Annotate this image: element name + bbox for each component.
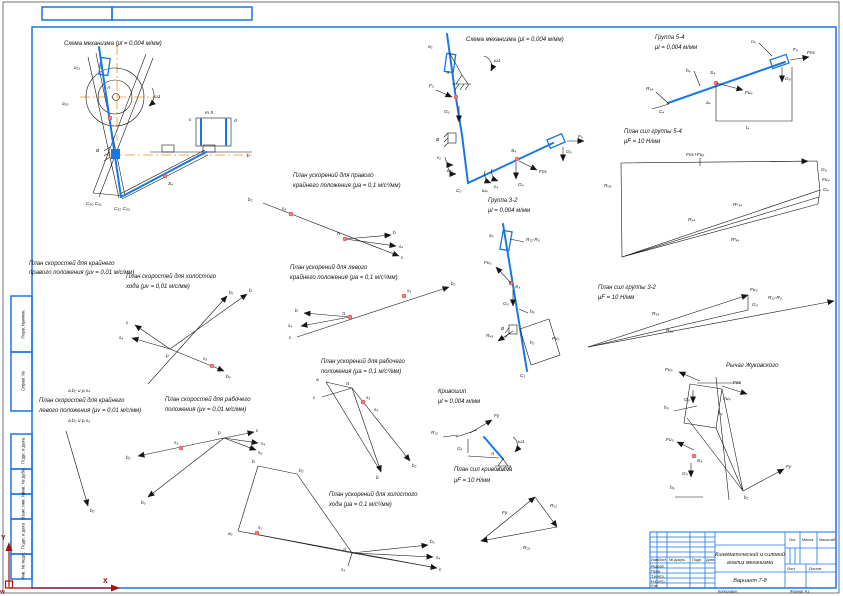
pt-label: Fпс: [807, 51, 815, 56]
tb-row: Утв.: [651, 584, 659, 588]
pt-label: A: [446, 71, 450, 76]
doc-variant: Вариант 7-8: [733, 578, 767, 584]
pt-label: B: [501, 327, 505, 332]
diagram-title: Схема механизма (μl = 0,004 м/мм): [466, 37, 564, 43]
stamp-cell-label: Инв. № подл.: [20, 552, 26, 580]
pt-label: R₀₅: [604, 184, 612, 189]
pt-label: c: [189, 118, 192, 123]
pt-label: G₅: [785, 77, 791, 82]
slider-block: [770, 54, 789, 68]
diagram-scale: μF = 10 Н/мм: [624, 139, 661, 145]
pt-label: R₂₁-R₀: [768, 296, 782, 301]
diagram-title: хода (μa = 0,1 м/с²/мм): [329, 502, 392, 508]
tb-scale: Масштаб: [819, 538, 836, 542]
pt-label: R₄₃: [486, 334, 494, 339]
pt-label: Fи₄: [723, 397, 731, 402]
tb-row: Т.контр.: [651, 574, 665, 579]
pt-label: s₃: [341, 568, 346, 573]
pt-label: C₅₂ C₅₃: [114, 207, 130, 212]
diagram-title: крайнего положения (μa = 0,1 м/с²/мм): [290, 275, 398, 281]
pt-label: C₅₀ C₅₁: [86, 202, 102, 207]
top-stamp-box-1: [42, 7, 112, 20]
acceleration-plan-left-extreme: [288, 264, 456, 341]
pt-label: b₂: [90, 509, 95, 514]
tb-col: Подп.: [692, 558, 703, 562]
diagram-title: Кривошип: [438, 389, 467, 395]
pt-label: Fи₃: [484, 261, 492, 266]
pt-label: c: [313, 396, 316, 401]
pt-label: S₃: [697, 459, 703, 464]
red-point: [692, 454, 696, 458]
tb-row: Разраб.: [651, 564, 665, 569]
ucs-icon: [0, 535, 120, 596]
pt-label: s₃: [174, 441, 179, 446]
diagram-title: План сил группы 3-2: [598, 285, 656, 291]
pt-label: s₂: [258, 526, 263, 531]
pt-label: B: [436, 138, 440, 143]
diagram-title: План сил кривошипа: [454, 467, 513, 473]
pt-label: c: [401, 256, 404, 261]
crank-scheme: [431, 389, 525, 471]
diagram-title: Группа 3-2: [488, 198, 518, 204]
pt-label: Fи₄: [822, 178, 830, 183]
pt-label: Rⁿ₃₄: [733, 203, 743, 208]
diagram-title: План сил группы 5-4: [624, 129, 682, 135]
pt-label: Fи₄: [745, 91, 753, 96]
pt-label: a₂: [428, 45, 433, 50]
pt-label: s₃: [407, 289, 412, 294]
diagram-title: Схема механизма (μl = 0,004 м/мм): [64, 41, 162, 47]
pt-label: ε₄: [494, 185, 499, 190]
pt-label: R₂₁: [431, 431, 438, 436]
red-point: [343, 237, 347, 241]
acceleration-plan-working: [313, 358, 417, 481]
pt-label: G₃: [444, 110, 450, 115]
tb-col: № докум.: [669, 558, 686, 562]
pt-label: Fи₅: [665, 368, 673, 373]
paper-border: [3, 2, 839, 593]
group-3-2: [484, 198, 560, 379]
pt-label: n₅: [751, 40, 756, 45]
pt-label: F₃: [429, 84, 434, 89]
pt-label: π: [342, 312, 346, 317]
mechanism-scheme-forces: [428, 34, 584, 194]
red-point: [255, 531, 259, 535]
pt-label: A: [107, 86, 111, 91]
tb-col: Изм.: [651, 558, 660, 562]
tb-mass: Масса: [802, 538, 814, 542]
pt-label: S₄: [511, 149, 517, 154]
pt-label: R₃₄: [646, 87, 654, 92]
drawing-frame: [32, 27, 836, 588]
pt-label: G₅: [821, 168, 827, 173]
ucs-w-label: W: [0, 590, 5, 596]
pt-label: a₂: [489, 234, 494, 239]
pt-label: b: [247, 154, 250, 159]
pt-label: h₅: [664, 406, 669, 411]
pt-label: s₃: [203, 357, 208, 362]
diagram-title: План скоростей для рабочего: [165, 397, 251, 403]
title-block: [650, 532, 836, 594]
sheet-frame: [3, 2, 839, 593]
pt-label: G₅: [566, 150, 572, 155]
pt-label: b: [393, 231, 396, 236]
pt-label: G₃: [682, 472, 688, 477]
pt-label: b₃: [141, 501, 146, 506]
pt-label: s₄: [374, 408, 379, 413]
stamp-cell-label: Подп. и дата: [20, 523, 26, 549]
note: a,b₂ и p,s₄: [68, 389, 91, 394]
pt-label: b₃: [430, 540, 435, 545]
diagram-title: План скоростей для холостого: [126, 274, 217, 280]
crank-force-plan: [453, 467, 557, 551]
pt-label: s₅: [258, 451, 263, 456]
tb-row: Н.контр.: [651, 579, 666, 584]
pt-label: S₄: [710, 71, 716, 76]
pt-label: S₃: [515, 285, 521, 290]
acceleration-plan-right-extreme: [248, 172, 404, 261]
pt-label: m 5: [205, 111, 213, 116]
pt-label: a₂₁: [74, 66, 81, 71]
force-plan-5-4: [604, 129, 830, 257]
pt-label: a: [316, 378, 319, 383]
red-point: [402, 294, 406, 298]
doc-title-line1: Кинематический и силовой: [715, 552, 785, 558]
red-point: [454, 95, 458, 99]
pt-label: s₄: [261, 442, 266, 447]
ucs-x-label: X: [103, 578, 108, 585]
pt-label: s₃: [366, 396, 371, 401]
pt-label: G₃: [752, 303, 758, 308]
diagram-title: План ускорений для правого: [293, 173, 374, 179]
pt-label: b₂: [299, 469, 304, 474]
left-stamp-column: [11, 296, 32, 580]
pt-label: ω1: [494, 59, 501, 64]
pt-label: π: [346, 382, 350, 387]
velocity-plan-idle: [119, 273, 252, 380]
pt-label: B: [96, 149, 100, 154]
diagram-scale: μl = 0,004 м/мм: [488, 208, 531, 214]
pt-label: h₄: [686, 69, 691, 74]
red-point: [210, 364, 214, 368]
red-point: [515, 157, 519, 161]
pt-label: R₂₁-R₀: [526, 238, 540, 243]
velocity-plan-right-extreme: [29, 260, 234, 394]
pt-label: b₂: [248, 198, 253, 203]
diagram-scale: μl = 0,004 м/мм: [655, 45, 698, 51]
pt-label: Fпс: [733, 381, 741, 386]
pt-label: a₂: [228, 532, 233, 537]
pt-label: h₄: [718, 412, 723, 417]
diagram-title: План ускорений для рабочего: [321, 359, 405, 365]
pt-label: G₄: [518, 183, 524, 188]
tb-copied: Копировал: [718, 589, 738, 594]
pt-label: s₃: [282, 207, 287, 212]
pt-label: ε₂: [437, 156, 441, 161]
stamp-cell-label: Взам. инв. №: [20, 492, 26, 520]
tb-sheet: Лист: [787, 567, 796, 571]
pt-label: π: [337, 232, 341, 237]
diagram-title: левого положения (μv = 0,01 м/с/мм): [39, 408, 142, 414]
mechanism-scheme-extremes: [62, 41, 252, 212]
red-point: [163, 174, 167, 178]
pt-label: b: [295, 309, 298, 314]
pt-label: ω1: [518, 440, 525, 445]
pt-label: A: [491, 452, 495, 457]
slider-block: [547, 134, 565, 149]
diagram-title: План скоростей для крайнего: [39, 398, 125, 404]
pt-label: C₁: [520, 374, 525, 379]
ucs-y-label: Y: [1, 535, 6, 542]
stamp-cell-label: Подп. и дата: [20, 438, 26, 464]
red-point: [179, 446, 183, 450]
diagram-title: План скоростей для крайнего: [29, 261, 115, 267]
pt-label: Fпс: [539, 170, 547, 175]
pt-label: b₃: [226, 375, 231, 380]
force-plan-3-2: [588, 285, 834, 347]
pt-label: C₄: [659, 110, 665, 115]
group-5-4: [646, 35, 816, 131]
pt-label: b₂: [126, 456, 131, 461]
pt-label: b₂: [451, 282, 456, 287]
doc-title-line2: анализ механизма: [726, 560, 774, 566]
pt-label: S₄: [168, 182, 174, 187]
tb-col: Лист: [658, 558, 667, 562]
pt-label: Fпс+Fи₅: [686, 153, 705, 158]
pt-label: c: [256, 429, 259, 434]
pt-label: t₄: [746, 126, 750, 131]
tb-lit: Лит.: [789, 538, 796, 542]
pt-label: h₂: [530, 341, 535, 346]
pt-label: R₂₁: [550, 504, 557, 509]
pt-label: F₅: [793, 48, 798, 53]
pt-label: d: [234, 119, 237, 124]
red-point: [361, 400, 365, 404]
pt-label: b₂: [412, 464, 417, 469]
pt-label: s₄: [436, 556, 441, 561]
tb-sheets: Листов: [809, 567, 822, 571]
diagram-title: План ускорений для холостого: [329, 492, 418, 498]
stamp-cell-label: Перв. примен.: [20, 309, 26, 339]
red-point: [108, 116, 112, 120]
zhukovsky-lever: [664, 363, 792, 501]
diagram-title: положения (μv = 0,01 м/с/мм): [165, 407, 247, 413]
red-point: [289, 212, 293, 216]
diagram-title: План ускорений для левого: [290, 265, 368, 271]
pt-label: b₂: [229, 291, 234, 296]
top-stamp-box-2: [112, 7, 252, 20]
pt-label: Fу: [502, 511, 508, 516]
pt-label: C₀: [456, 189, 462, 194]
slider-block: [99, 57, 110, 75]
pt-label: R₀₃: [666, 329, 674, 334]
diagram-title: положения (μa = 0,1 м/с²/мм): [321, 369, 402, 375]
diagram-title: Рычаг Жуковского: [726, 363, 779, 369]
diagram-scale: μF = 10 Н/мм: [598, 295, 635, 301]
pt-label: b: [252, 460, 255, 465]
pt-label: b: [376, 476, 379, 481]
pt-label: s₄: [288, 324, 293, 329]
pt-label: ω1: [154, 95, 161, 100]
pt-label: Fи₃: [666, 438, 674, 443]
pt-label: c: [289, 336, 292, 341]
pt-label: R₀₁: [523, 546, 530, 551]
pt-label: p: [166, 354, 169, 359]
stamp-cell-label: Справ. №: [20, 371, 26, 391]
pt-label: ω₂: [447, 169, 453, 174]
pivot-B: [448, 133, 456, 143]
pt-label: a₄: [706, 101, 711, 106]
tb-format: Формат A1: [790, 589, 810, 594]
pt-label: c: [439, 568, 442, 573]
pt-label: G₃: [503, 302, 509, 307]
pt-label: c: [126, 321, 129, 326]
pt-label: Fи₂: [552, 337, 560, 342]
pt-label: Fи₃: [750, 288, 758, 293]
velocity-plan-working: [126, 396, 265, 506]
pt-label: b: [249, 289, 252, 294]
pt-label: Fу: [494, 414, 500, 419]
pt-label: R₃₄: [688, 218, 696, 223]
pt-label: G₁: [457, 447, 463, 452]
pt-label: s₄: [399, 245, 404, 250]
pt-label: b₂: [744, 496, 749, 501]
pt-label: s₄: [119, 336, 124, 341]
diagram-title: хода (μv = 0,01 м/с/мм): [126, 284, 190, 290]
note: a,b₂ и p,s₄: [68, 419, 91, 424]
diagram-scale: μF = 10 Н/мм: [454, 478, 491, 484]
tb-row: Пров.: [651, 569, 662, 574]
pt-label: ω₄: [482, 189, 488, 194]
diagram-title: крайнего положения (μa = 0,1 м/с²/мм): [293, 183, 401, 189]
diagram-title: правого положения (μv = 0,01 м/с/мм): [29, 270, 135, 276]
pt-label: G₄: [823, 188, 829, 193]
diagram-title: Группа 5-4: [655, 35, 685, 41]
pt-label: a₂₀: [62, 102, 69, 107]
pt-label: p: [218, 431, 221, 436]
tb-col: Дата: [706, 558, 715, 562]
diagram-scale: μl = 0,004 м/мм: [438, 399, 481, 405]
stamp-cell-label: Инв. № дубл.: [20, 467, 26, 495]
pt-label: π: [343, 548, 347, 553]
pt-label: R₄₃: [652, 312, 660, 317]
pt-label: Fу: [786, 465, 792, 470]
acceleration-plan-idle: [228, 459, 442, 573]
pt-label: h₃: [530, 310, 535, 315]
pt-label: Rᵗ₃₄: [731, 238, 740, 243]
pt-label: G₅: [684, 398, 690, 403]
pt-label: h₃: [670, 486, 675, 491]
pt-label: F₅: [578, 135, 583, 140]
red-point: [348, 315, 352, 319]
